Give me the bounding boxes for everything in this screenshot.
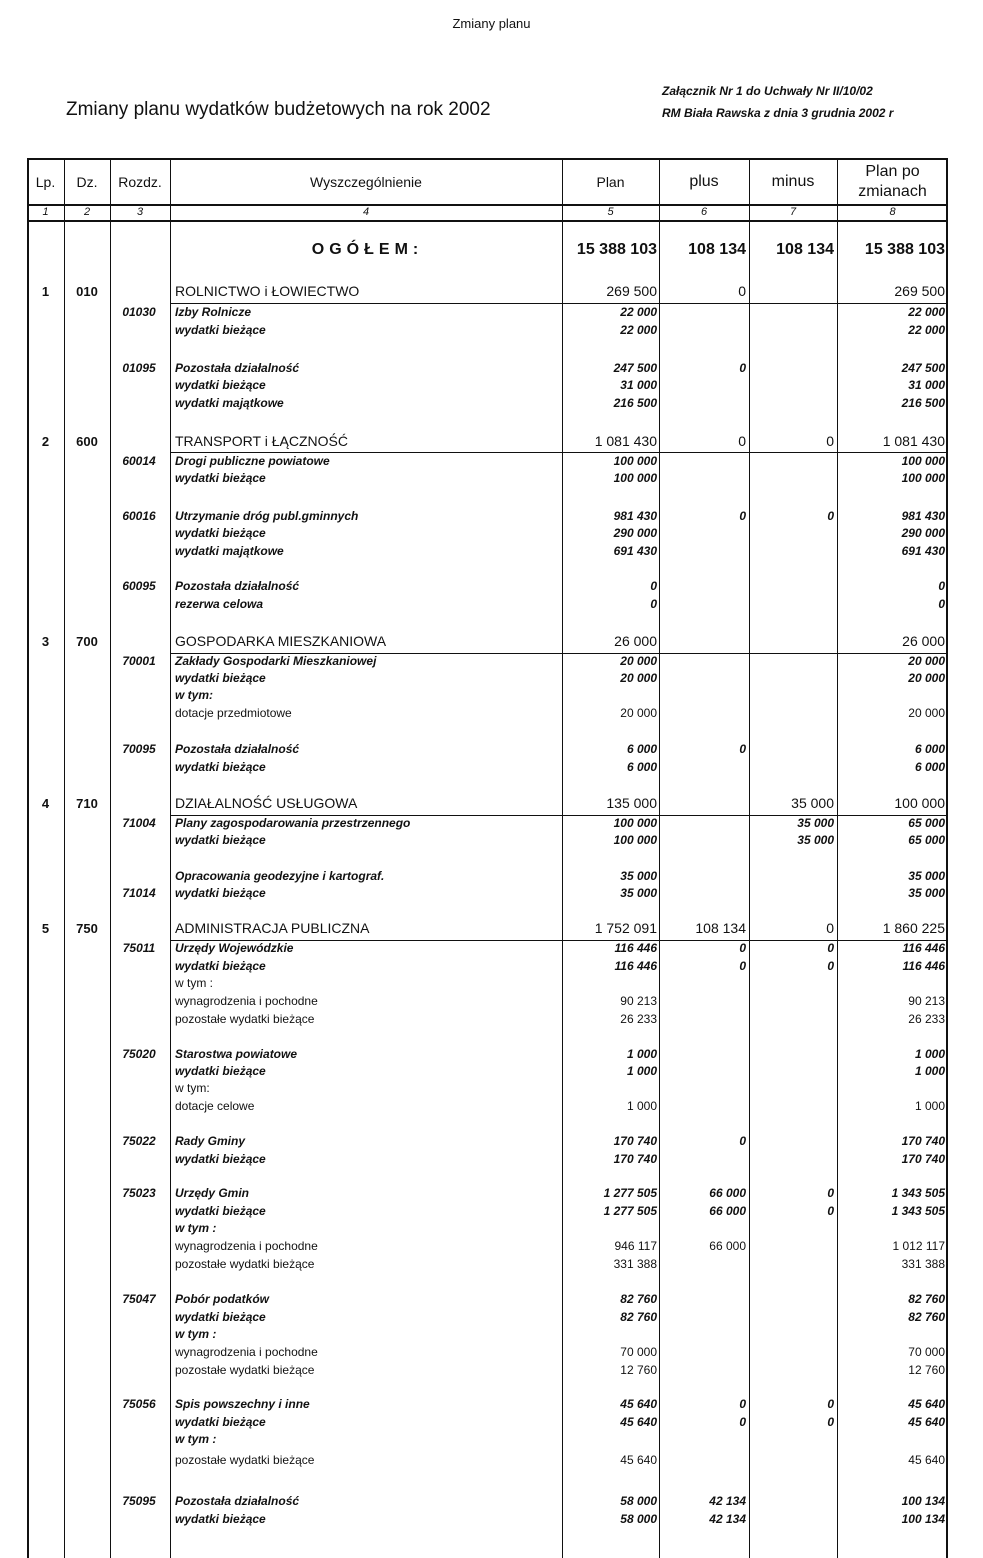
- cell-ds: wydatki bieżące: [175, 1204, 266, 1218]
- cell-ds: wydatki bieżące: [175, 886, 266, 900]
- cell-pz: 100 000: [901, 471, 945, 485]
- cell-ds: Pozostała działalność: [175, 361, 300, 375]
- cell-rz: 70095: [122, 742, 156, 756]
- cell-dz: 750: [76, 921, 98, 936]
- cell-pl: 170 740: [613, 1152, 657, 1166]
- cell-ds: wydatki bieżące: [175, 378, 266, 392]
- cell-ds: wydatki bieżące: [175, 1152, 266, 1166]
- cell-ds: wydatki bieżące: [175, 1310, 266, 1324]
- cell-pz: 1 343 505: [891, 1186, 945, 1200]
- cell-ds: wydatki bieżące: [175, 833, 266, 847]
- cell-pz: 22 000: [908, 323, 945, 337]
- cell-ds: wynagrodzenia i pochodne: [175, 1239, 318, 1253]
- cell-pl: 216 500: [613, 396, 657, 410]
- cell-dz: 010: [76, 284, 98, 299]
- cell-pp: 0: [738, 283, 746, 299]
- cell-pz: 1 081 430: [882, 433, 945, 449]
- cell-pz: 1 860 225: [882, 920, 945, 936]
- cell-pz: 290 000: [901, 526, 945, 540]
- col-number: 6: [700, 206, 708, 218]
- cell-pz: 0: [938, 597, 945, 611]
- cell-ds: Pozostała działalność: [175, 579, 300, 593]
- cell-pl: 58 000: [620, 1494, 657, 1508]
- cell-ds: Rady Gminy: [175, 1134, 246, 1148]
- cell-pz: 170 740: [901, 1152, 945, 1166]
- cell-ds: w tym :: [175, 1221, 217, 1235]
- cell-pl: 946 117: [614, 1239, 657, 1253]
- cell-pl: 100 000: [613, 816, 657, 830]
- cell-pp: 0: [739, 509, 746, 523]
- cell-pl: 90 213: [620, 994, 657, 1008]
- col-header-plus: plus: [689, 173, 719, 190]
- section-divider: [170, 815, 948, 816]
- cell-pz: 1 343 505: [891, 1204, 945, 1218]
- col-number: 2: [83, 206, 91, 218]
- cell-pl: 12 760: [620, 1363, 657, 1377]
- cell-rz: 75022: [122, 1134, 156, 1148]
- cell-pl: 1 000: [626, 1064, 657, 1078]
- cell-pl: 20 000: [620, 671, 657, 685]
- cell-pz: 20 000: [908, 654, 945, 668]
- cell-ds: wydatki bieżące: [175, 471, 266, 485]
- cell-pl: 116 446: [614, 941, 657, 955]
- cell-pz: 22 000: [908, 305, 945, 319]
- cell-ds: rezerwa celowa: [175, 597, 264, 611]
- cell-pz: 100 134: [901, 1512, 945, 1526]
- cell-pz: 100 000: [894, 795, 945, 811]
- attachment-line-2: RM Biała Rawska z dnia 3 grudnia 2002 r: [662, 106, 894, 120]
- cell-pl: 100 000: [613, 833, 657, 847]
- cell-pl: 116 446: [614, 959, 657, 973]
- cell-pl: 1 277 505: [603, 1186, 657, 1200]
- cell-mn: 35 000: [791, 795, 834, 811]
- col-header-rozdz: Rozdz.: [118, 174, 162, 190]
- col-header-after: Plan po zmianach: [858, 163, 927, 200]
- cell-pz: 45 640: [908, 1453, 945, 1467]
- cell-ds: wynagrodzenia i pochodne: [175, 994, 318, 1008]
- cell-pz: 1 000: [914, 1099, 945, 1113]
- col-header-desc: Wyszczególnienie: [310, 174, 422, 190]
- cell-rz: 71014: [122, 886, 156, 900]
- cell-ds: Opracowania geodezyjne i kartograf.: [175, 869, 385, 883]
- cell-pl: 45 640: [620, 1397, 657, 1411]
- cell-ds: pozostałe wydatki bieżące: [175, 1257, 315, 1271]
- cell-pp: 0: [739, 941, 746, 955]
- cell-pz: 20 000: [908, 671, 945, 685]
- cell-pp: 0: [739, 361, 746, 375]
- cell-pz: 26 233: [908, 1012, 945, 1026]
- cell-ds: Pozostała działalność: [175, 742, 300, 756]
- col-header-dz: Dz.: [76, 174, 98, 190]
- cell-ds: wydatki majątkowe: [175, 544, 284, 558]
- cell-pl: 981 430: [613, 509, 657, 523]
- cell-ds: Spis powszechny i inne: [175, 1397, 310, 1411]
- cell-pz: 116 446: [902, 959, 945, 973]
- cell-pz: 70 000: [908, 1345, 945, 1359]
- cell-pl: 269 500: [606, 283, 657, 299]
- cell-ds: DZIAŁALNOŚĆ USŁUGOWA: [175, 795, 358, 811]
- cell-pl: 691 430: [613, 544, 657, 558]
- cell-pz: 45 640: [908, 1397, 945, 1411]
- cell-pl: 20 000: [620, 654, 657, 668]
- cell-pp: 66 000: [709, 1239, 746, 1253]
- cell-pl: 6 000: [626, 742, 657, 756]
- cell-pl: 0: [650, 579, 657, 593]
- cell-ds: wydatki bieżące: [175, 671, 266, 685]
- cell-pl: 1 277 505: [603, 1204, 657, 1218]
- cell-pz: 216 500: [901, 396, 945, 410]
- cell-dz: 600: [76, 434, 98, 449]
- cell-mn: 0: [827, 1397, 834, 1411]
- cell-dz: 700: [76, 634, 98, 649]
- cell-pl: 35 000: [620, 886, 657, 900]
- col-number: 3: [136, 206, 144, 218]
- cell-pz: 82 760: [908, 1310, 945, 1324]
- cell-ds: ROLNICTWO i ŁOWIECTWO: [175, 283, 360, 299]
- attachment-line-1: Załącznik Nr 1 do Uchwały Nr II/10/02: [662, 84, 873, 98]
- cell-mn: 35 000: [797, 833, 834, 847]
- col-header-plan: Plan: [596, 174, 625, 190]
- cell-ds: Pobór podatków: [175, 1292, 269, 1306]
- col-header-lp: Lp.: [35, 174, 56, 190]
- cell-pp: 66 000: [709, 1186, 746, 1200]
- cell-pz: 1 012 117: [892, 1239, 945, 1253]
- cell-rz: 60095: [122, 579, 156, 593]
- col-number: 5: [607, 206, 614, 218]
- cell-mn: 0: [827, 1204, 834, 1218]
- cell-ds: w tym:: [175, 1081, 210, 1095]
- cell-pl: 82 760: [620, 1292, 657, 1306]
- cell-pz: 116 446: [902, 941, 945, 955]
- cell-lp: 2: [41, 434, 50, 449]
- cell-pl: 45 640: [620, 1415, 657, 1429]
- cell-rz: 01030: [122, 305, 156, 319]
- cell-pz: 0: [938, 579, 945, 593]
- cell-ds: w tym:: [175, 688, 214, 702]
- cell-ds: wydatki bieżące: [175, 1512, 266, 1526]
- col-number: 1: [42, 206, 49, 218]
- cell-pz: 90 213: [908, 994, 945, 1008]
- cell-ds: wydatki bieżące: [175, 760, 266, 774]
- cell-rz: 75020: [122, 1047, 156, 1061]
- cell-pl: 70 000: [620, 1345, 657, 1359]
- cell-ds: Plany zagospodarowania przestrzennego: [175, 816, 411, 830]
- col-header-minus: minus: [771, 173, 815, 190]
- cell-pl: 1 000: [626, 1099, 657, 1113]
- cell-ds: Utrzymanie dróg publ.gminnych: [175, 509, 359, 523]
- cell-pz: 247 500: [901, 361, 945, 375]
- cell-ds: wydatki bieżące: [175, 526, 266, 540]
- cell-ds: pozostałe wydatki bieżące: [175, 1363, 315, 1377]
- cell-ds: wydatki bieżące: [175, 323, 266, 337]
- cell-pl: 82 760: [620, 1310, 657, 1324]
- cell-mn: 108 134: [776, 241, 834, 258]
- cell-rz: 01095: [122, 361, 156, 375]
- cell-pz: 65 000: [908, 816, 945, 830]
- section-divider: [170, 452, 948, 453]
- cell-lp: 3: [41, 634, 50, 649]
- cell-ds: wydatki bieżące: [175, 1064, 266, 1078]
- cell-pl: 247 500: [613, 361, 657, 375]
- cell-rz: 75011: [122, 941, 156, 955]
- cell-pp: 0: [739, 959, 746, 973]
- cell-pl: 31 000: [620, 378, 657, 392]
- header-divider: [27, 220, 948, 222]
- cell-rz: 75047: [122, 1292, 156, 1306]
- cell-rz: 75095: [122, 1494, 156, 1508]
- cell-pz: 6 000: [914, 760, 945, 774]
- cell-mn: 0: [827, 509, 834, 523]
- page-header: Zmiany planu: [452, 16, 531, 31]
- cell-mn: 0: [826, 920, 834, 936]
- cell-pp: 108 134: [688, 241, 746, 258]
- cell-ds: w tym :: [175, 976, 213, 990]
- cell-rz: 75023: [122, 1186, 156, 1200]
- cell-pl: 20 000: [620, 706, 657, 720]
- cell-pz: 65 000: [908, 833, 945, 847]
- column-divider: [64, 158, 65, 1558]
- cell-pp: 108 134: [695, 920, 746, 936]
- cell-pz: 691 430: [901, 544, 945, 558]
- cell-ds: Urzędy Wojewódzkie: [175, 941, 294, 955]
- cell-pl: 35 000: [620, 869, 657, 883]
- cell-pp: 0: [739, 742, 746, 756]
- cell-pl: 290 000: [613, 526, 657, 540]
- cell-ds: pozostałe wydatki bieżące: [175, 1453, 315, 1467]
- cell-ds: dotacje celowe: [175, 1099, 255, 1113]
- cell-ds: wydatki majątkowe: [175, 396, 284, 410]
- cell-mn: 35 000: [797, 816, 834, 830]
- cell-ds: w tym :: [175, 1432, 217, 1446]
- cell-pz: 100 134: [901, 1494, 945, 1508]
- cell-pz: 35 000: [908, 869, 945, 883]
- cell-pl: 26 000: [614, 633, 657, 649]
- cell-pl: 1 752 091: [594, 920, 657, 936]
- cell-ds: OGÓŁEM:: [311, 241, 424, 258]
- cell-pl: 22 000: [620, 305, 657, 319]
- cell-pl: 58 000: [620, 1512, 657, 1526]
- cell-ds: TRANSPORT i ŁĄCZNOŚĆ: [175, 433, 348, 449]
- cell-pp: 42 134: [709, 1512, 746, 1526]
- cell-pz: 12 760: [908, 1363, 945, 1377]
- cell-pl: 1 081 430: [594, 433, 657, 449]
- cell-pl: 170 740: [613, 1134, 657, 1148]
- cell-rz: 71004: [122, 816, 156, 830]
- cell-pp: 0: [738, 433, 746, 449]
- cell-pz: 35 000: [908, 886, 945, 900]
- cell-pz: 6 000: [914, 742, 945, 756]
- cell-pl: 135 000: [606, 795, 657, 811]
- cell-pz: 1 000: [914, 1047, 945, 1061]
- cell-ds: Urzędy Gmin: [175, 1186, 250, 1200]
- cell-pl: 100 000: [613, 471, 657, 485]
- section-divider: [170, 940, 948, 941]
- cell-pz: 269 500: [894, 283, 945, 299]
- cell-pp: 0: [739, 1415, 746, 1429]
- cell-ds: wydatki bieżące: [175, 1415, 266, 1429]
- cell-ds: dotacje przedmiotowe: [175, 706, 292, 720]
- cell-ds: pozostałe wydatki bieżące: [175, 1012, 315, 1026]
- cell-ds: Pozostała działalność: [175, 1494, 300, 1508]
- cell-ds: GOSPODARKA MIESZKANIOWA: [175, 633, 387, 649]
- column-divider: [170, 158, 171, 1558]
- cell-ds: wydatki bieżące: [175, 959, 266, 973]
- cell-pz: 170 740: [901, 1134, 945, 1148]
- cell-mn: 0: [827, 1415, 834, 1429]
- cell-ds: Zakłady Gospodarki Mieszkaniowej: [175, 654, 377, 668]
- cell-mn: 0: [827, 1186, 834, 1200]
- cell-ds: w tym :: [175, 1327, 217, 1341]
- cell-pp: 66 000: [709, 1204, 746, 1218]
- cell-pz: 20 000: [908, 706, 945, 720]
- cell-pz: 26 000: [902, 633, 945, 649]
- cell-pl: 1 000: [626, 1047, 657, 1061]
- cell-pp: 0: [739, 1134, 746, 1148]
- cell-pl: 100 000: [613, 454, 657, 468]
- column-divider: [749, 158, 750, 1558]
- cell-rz: 60014: [122, 454, 156, 468]
- cell-ds: Izby Rolnicze: [175, 305, 252, 319]
- cell-pl: 15 388 103: [576, 241, 657, 258]
- cell-ds: wynagrodzenia i pochodne: [175, 1345, 318, 1359]
- cell-lp: 5: [41, 921, 50, 936]
- cell-dz: 710: [76, 796, 98, 811]
- cell-pl: 331 388: [613, 1257, 657, 1271]
- cell-pz: 331 388: [901, 1257, 945, 1271]
- cell-mn: 0: [827, 959, 834, 973]
- cell-pz: 31 000: [908, 378, 945, 392]
- section-divider: [170, 303, 948, 304]
- section-divider: [170, 653, 948, 654]
- cell-mn: 0: [827, 941, 834, 955]
- cell-mn: 0: [826, 433, 834, 449]
- cell-pl: 45 640: [620, 1453, 657, 1467]
- cell-rz: 70001: [122, 654, 156, 668]
- cell-ds: Drogi publiczne powiatowe: [175, 454, 330, 468]
- document-title: Zmiany planu wydatków budżetowych na rok 2002: [66, 99, 491, 120]
- cell-rz: 75056: [122, 1397, 156, 1411]
- cell-pl: 22 000: [620, 323, 657, 337]
- cell-pp: 0: [739, 1397, 746, 1411]
- cell-lp: 1: [41, 284, 50, 299]
- cell-ds: Starostwa powiatowe: [175, 1047, 298, 1061]
- cell-pz: 100 000: [901, 454, 945, 468]
- col-number: 7: [789, 206, 797, 218]
- cell-pz: 82 760: [908, 1292, 945, 1306]
- cell-pp: 42 134: [709, 1494, 746, 1508]
- cell-rz: 60016: [122, 509, 156, 523]
- cell-pz: 981 430: [901, 509, 945, 523]
- col-number: 4: [362, 206, 370, 218]
- cell-pz: 15 388 103: [864, 241, 945, 258]
- cell-pl: 6 000: [626, 760, 657, 774]
- cell-pl: 0: [650, 597, 657, 611]
- cell-pl: 26 233: [620, 1012, 657, 1026]
- cell-ds: ADMINISTRACJA PUBLICZNA: [175, 920, 370, 936]
- col-number: 8: [889, 206, 896, 218]
- cell-pz: 45 640: [908, 1415, 945, 1429]
- cell-pz: 1 000: [914, 1064, 945, 1078]
- cell-lp: 4: [41, 796, 50, 811]
